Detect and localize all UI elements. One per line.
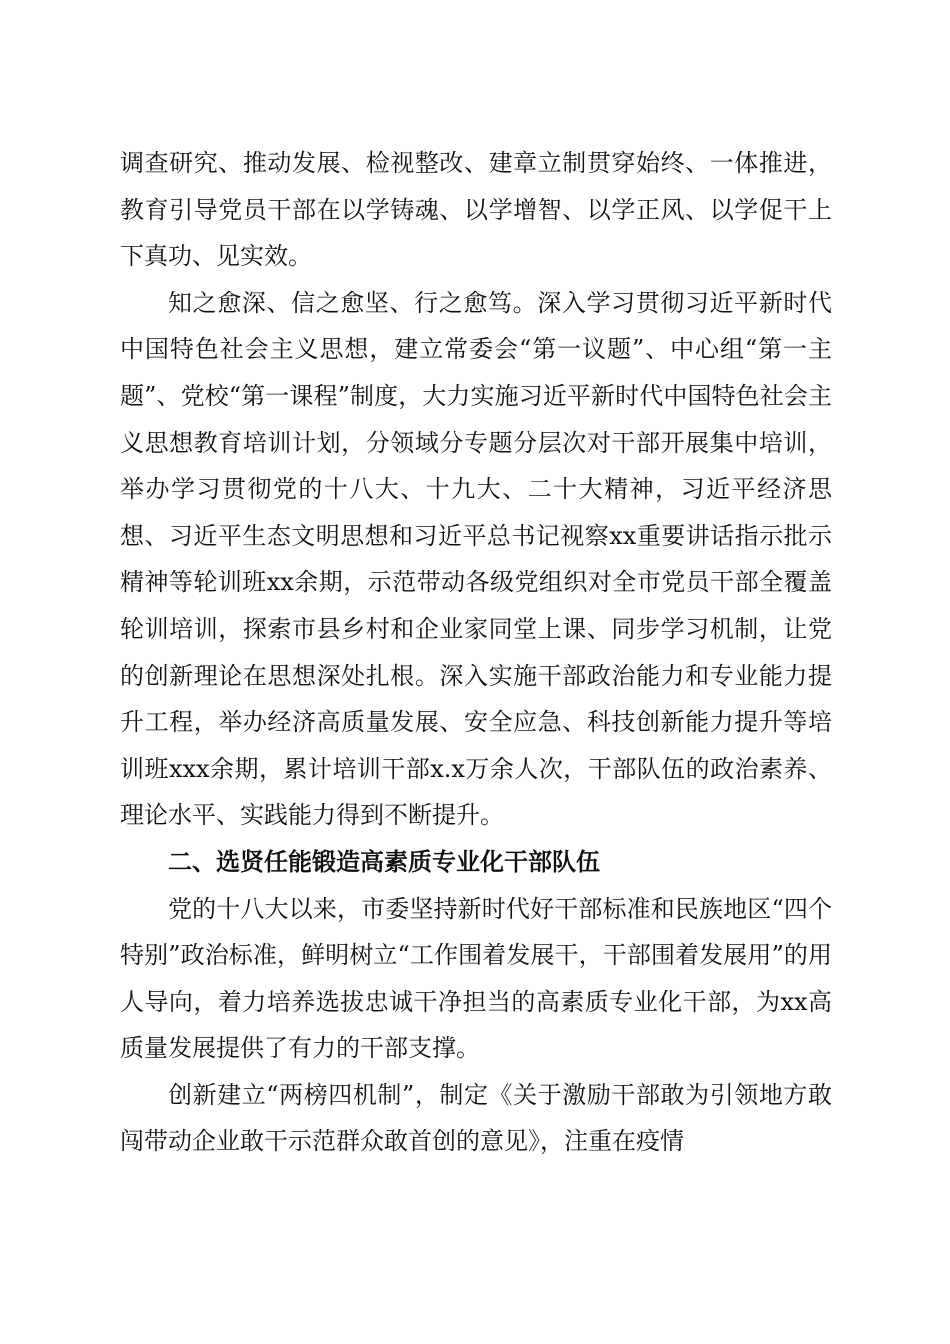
body-paragraph-mechanism: 创新建立“两榜四机制”，制定《关于激励干部敢为引领地方敢闯带动企业敢干示范群众敢首创的意见》，注重在疫情	[120, 1080, 832, 1156]
body-paragraph-study: 知之愈深、信之愈坚、行之愈笃。深入学习贯彻习近平新时代中国特色社会主义思想，建立常委会“第一议题”、中心组“第一主题”、党校“第一课程”制度，大力实施习近平新时代中国特色社会主义思想教育培训计划，分领域分专题分层次对干部开展集中培训，举办学习贯彻党的十八大、十九大、二十大精神，习近平经济思想、习近平生态文明思想和习近平总书记视察xx重要讲话指示批示精神等轮训班xx余期，示范带动各级党组织对全市党员干部全覆盖轮训培训，探索市县乡村和企业家同堂上课、同步学习机制，让党的创新理论在思想深处扎根。深入实施干部政治能力和专业能力提升工程，举办经济高质量发展、安全应急、科技创新能力提升等培训班xxx余期，累计培训干部x.x万余人次，干部队伍的政治素养、理论水平、实践能力得到不断提升。	[120, 288, 832, 830]
document-body	[120, 140, 832, 1165]
section-heading: 二、选贤任能锻造高素质专业化干部队伍	[168, 847, 600, 876]
body-paragraph-continued: 调查研究、推动发展、检视整改、建章立制贯穿始终、一体推进，教育引导党员干部在以学铸魂、以学增智、以学正风、以学促干上下真功、见实效。	[120, 149, 832, 271]
body-paragraph-cadres: 党的十八大以来，市委坚持新时代好干部标准和民族地区“四个特别”政治标准，鲜明树立“工作围着发展干，干部围着发展用”的用人导向，着力培养选拔忠诚干净担当的高素质专业化干部，为xx高质量发展提供了有力的干部支撑。	[120, 894, 832, 1063]
